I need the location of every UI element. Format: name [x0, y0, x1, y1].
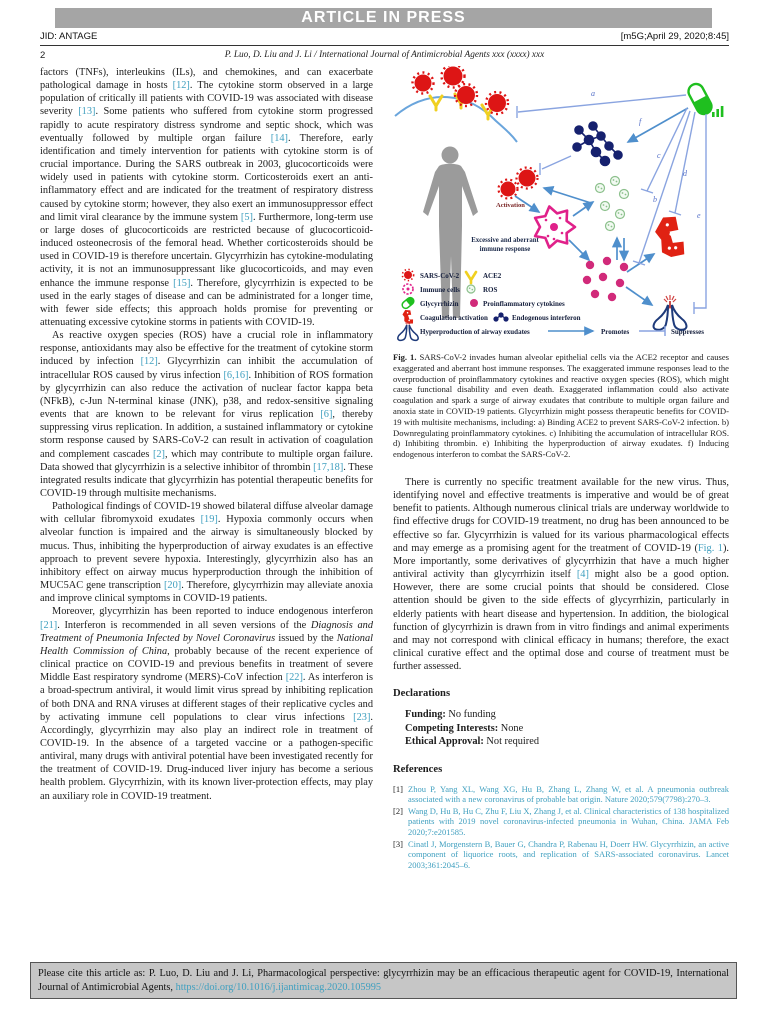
proof-stamp: [m5G;April 29, 2020;8:45] [620, 31, 729, 42]
declaration-item: Funding: No funding [405, 709, 496, 721]
left-column [40, 66, 373, 803]
immune-response-label: immune response [479, 246, 531, 253]
legend-gly: Glycyrrhizin [420, 300, 459, 308]
reference-item: [3] Cinatl J, Morgenstern B, Bauer G, Chandra P, Rabenau H, Doerr HW. Glycyrrhizin, an active component of liquorice roots, and replication of SARS-associated coronavirus. Lancet 2003;361:2045–6. [393, 838, 729, 870]
text-segment: . Interferon is recommended in all seven versions of the [57, 619, 311, 631]
text-segment: Diagnosis and Treatment of Pneumonia Infected by Novel Coronavirus [40, 619, 374, 644]
legend-ifn: Endogenous interferon [512, 314, 581, 322]
text-segment: . Some patients who suffered from cytokine storm progressed rapidly to acute respiratory distress syndrome and septic shock, which was eventually followed by multiple organ failure [40, 106, 373, 144]
declarations-heading: Declarations [393, 688, 451, 700]
text-segment: . Therefore, glycyrrhizin may alleviate anoxia and improve clinical symptoms in COVID-19 patients. [40, 580, 373, 605]
text-segment: There is currently no specific treatment available for the new virus. Thus, identifying novel and effective treatments is imperative and would be of great benefit to patients. Although numerous clinical trials are underway worldwide to find effective drugs for COVID-19 treatment, no drug has been announced to be effective so far. Glycyrrhizin is valued for its various pharmacological effects and may emerge as a promising agent for the treatment of COVID-19 ( [393, 476, 729, 554]
citation-link[interactable]: [6] [320, 409, 333, 421]
figure-1 [393, 66, 729, 344]
immune-cell-icon [535, 207, 575, 248]
text-segment: factors (TNFs), interleukins (ILs), and chemokines, and can exacerbate pathological damage in hosts [40, 67, 373, 92]
sars-cov-2-virus-icon [499, 168, 538, 199]
references-heading: References [393, 763, 443, 775]
citation-link[interactable]: [6,16] [223, 369, 249, 381]
suppress-lines [517, 95, 706, 314]
legend-promotes: Promotes [601, 328, 630, 336]
right-column [393, 66, 729, 871]
text-segment: Fig. 1. [393, 352, 417, 362]
running-head [40, 50, 729, 63]
paragraph [40, 500, 373, 605]
citation-link[interactable]: [5] [240, 211, 253, 223]
reference-link[interactable]: Wang D, Hu B, Hu C, Zhu F, Liu X, Zhang J, et al. Clinical characteristics of 138 hospitalized patients with 2019 novel coronavirus-infected pneumonia in Wuhan, China. JAMA Feb 2020;7:e201585. [408, 805, 729, 837]
reference-item: [1] Zhou P, Yang XL, Wang XG, Hu B, Zhang L, Zhang W, et al. A pneumonia outbreak associated with a new coronavirus of probable bat origin. Nature 2020;579(7798):270–3. [393, 783, 729, 805]
article-in-press-banner: ARTICLE IN PRESS [55, 8, 712, 28]
text-segment: . These integrated results indicate that glycyrrhizin has potential therapeutic benefits for COVID-19 through multisite mechanisms. [40, 461, 373, 499]
running-title: P. Luo, D. Liu and J. Li / International Journal of Antimicrobial Agents xxx (xxxx) xxx [224, 50, 545, 60]
citation-notice [30, 962, 737, 999]
page-number: 2 [40, 50, 46, 61]
label-f: f [639, 117, 642, 126]
citation-link[interactable]: [14] [270, 132, 288, 144]
label-b: b [653, 195, 657, 204]
text-segment: As reactive oxygen species (ROS) have a crucial role in inflammatory response, antioxidants may also be effective for the treatment of cytokine storm induced by infection [40, 330, 373, 368]
text-segment: . The cytokine storm observed in a large population of critically ill patients with COVID-19 was associated with disease severity [40, 80, 373, 118]
text-segment: SARS-CoV-2 invades human alveolar epithelial cells via the ACE2 receptor and causes exaggerated and aberrant host immune responses. The exaggerated immune responses lead to the overproduction of proinflammatory cytokines and reactive oxygen species (ROS), which might cause functional disability and even death. Exaggerated inflammation could also activate coagulation and spark a surge of airway exudates that contribute to multiple organ failure and anoxia state in COVID-19 patients. Glycyrrhizin might possess therapeutic benefits for COVID-19 with multisite mechanisms, including: a) Binding ACE2 to prevent SARS-CoV-2 infection. b) Downregulating proinflammatory cytokines. c) Inhibiting the accumulation of intracellular ROS. d) Inhibiting thrombin. e) Inhibiting the hyperproduction of airway exudates. f) Inducing endogenous interferon to combat the SARS-CoV-2. [393, 352, 729, 460]
activation-label: Activation [496, 202, 525, 209]
paragraph [393, 476, 729, 673]
journal-id: JID: ANTAGE [40, 31, 98, 42]
citation-link[interactable]: [21] [40, 619, 58, 631]
label-e: e [697, 211, 701, 220]
figure-caption [393, 352, 729, 460]
paragraph [40, 329, 373, 500]
label-a: a [591, 89, 595, 98]
legend-ace2: ACE2 [483, 272, 502, 280]
text-segment: . Therefore, glycyrrhizin is expected to be used in the early stages of disease and can be administrated for a longer time, with fewer side effects; this approach holds promise for preventing or attenuating excessive cytokine storms in patients with COVID-19. [40, 277, 373, 328]
legend-suppresses: Suppresses [671, 328, 704, 336]
citation-link[interactable]: [15] [173, 277, 191, 289]
immune-response-label: Excessive and aberrant [471, 237, 539, 244]
interferon-molecule-icon [573, 122, 622, 166]
text-segment: might also be a good option. However, there are some crucial points that should be considered. Close attention should be given to the side effects of glycyrrhizin, particularly in elderly patients with heart disease and hypertension. In addition, the biological function of glycyrrhizin is drawn from in vitro findings and animal experiments and may not correspond with clinical efficacy in humans; therefore, the exact clinical curative effect and the optimal dose and course of treatment must be further assessed. [393, 569, 729, 673]
lungs-icon [654, 295, 687, 330]
citation-link[interactable]: [13] [78, 106, 96, 118]
text-segment: . Therefore, early identification and timely intervention for patients with cytokine storm is of crucial importance. During the SARS outbreak in 2003, glucocorticoids were widely used in patients with cytokine storm. Corticosteroids exert an anti-inflammatory effect and are indicated for the treatment of respiratory distress caused by cytokine storm; however, they also exert an immunosuppressor effect and limit viral clearance by the immune system [40, 132, 373, 223]
text-segment: , which may contribute to multiple organ failure. Data showed that glycyrrhizin is a selective inhibitor of thrombin [40, 448, 373, 473]
citation-link[interactable]: Fig. 1 [697, 542, 723, 554]
references-list [393, 784, 729, 871]
text-segment: . Hypoxia commonly occurs when alveolar function is impaired and the airway is simultaneously blocked by mucus. Thus, inhibiting the hyperproduction of airway exudates is an effective approach to prevent severe hypoxia. Interestingly, glycyrrhizin also has an inhibitory effect on airway mucus hyperproduction through the inhibition of MUC5AC gene transcription [40, 514, 373, 592]
text-segment: Pathological findings of COVID-19 showed bilateral diffuse alveolar damage with cellular fibromyxoid exudates [40, 501, 373, 526]
citation-link[interactable]: [22] [285, 672, 303, 684]
legend-sars: SARS-CoV-2 [420, 272, 460, 280]
text-segment: . Accordingly, glycyrrhizin may also play an indirect role in treatment of COVID-19. In the absence of a targeted vaccine or a pathogen-specific antiviral, many drugs with antiviral potential have been investigated recently for the treatment of COVID-19. Drug-induced liver injury has become a serious health problem. Glycyrrhizin, with its known liver-protection effects, may play an auxiliary role in COVID-19 treatment. [40, 711, 373, 802]
paragraph [40, 66, 373, 329]
text-segment: . Inhibition of ROS formation by glycyrrhizin can also reduce the activation of nuclear factor kappa beta (NFkB), c-Jun N-terminal kinase (JNK), p38, and redox-sensitive signaling events that are known to be relevant for virus replication [40, 369, 374, 421]
citation-link[interactable]: [2] [152, 448, 165, 460]
citation-link[interactable]: [19] [200, 514, 218, 526]
legend-cytokines: Proinflammatory cytokines [483, 300, 565, 308]
glycyrrhizin-capsule-icon [686, 81, 724, 117]
declarations-list [393, 708, 729, 748]
legend-airway: Hyperproduction of airway exudates [420, 328, 530, 336]
legend-immune: Immune cells [420, 286, 460, 294]
declaration-item: Competing Interests: None [405, 722, 524, 734]
label-c: c [657, 151, 661, 160]
reference-link[interactable]: Cinatl J, Morgenstern B, Bauer G, Chandra P, Rabenau H, Doerr HW. Glycyrrhizin, an active component of liquorice roots, and replication of SARS-associated coronavirus. Lancet 2003;361:2045–6. [408, 838, 729, 870]
ros-icon [596, 177, 629, 231]
text-segment: Moreover, glycyrrhizin has been reported to induce endogenous interferon [52, 606, 373, 618]
declaration-item: Ethical Approval: Not required [405, 736, 539, 748]
citation-link[interactable]: [12] [140, 356, 158, 368]
legend-ros: ROS [483, 286, 498, 294]
citation-link[interactable]: [23] [353, 711, 371, 723]
text-segment: . Glycyrrhizin can inhibit the accumulation of intracellular ROS caused by virus infection [40, 356, 373, 381]
cytokine-dots-icon [583, 257, 628, 301]
citation-link[interactable]: https://doi.org/10.1016/j.ijantimicag.2020.105995 [175, 981, 382, 993]
text-segment: . Furthermore, long-term use or large doses of glucocorticoids are restricted because of glucocorticoid-induced osteonecrosis of the femoral head. Whether corticosteroids should be used in COVID-19 is therefore uncertain. Glycyrrhizin has cytokine-modulating activity, it is not an immunosuppressant like glucocorticoids, and may even enhance the immune response [40, 211, 373, 289]
citation-link[interactable]: [4] [576, 569, 589, 581]
citation-link[interactable]: [20] [163, 580, 182, 592]
citation-link[interactable]: [17,18] [313, 461, 344, 473]
paragraph [40, 605, 373, 802]
proof-header [40, 31, 729, 46]
text-segment: , probably because of the recent experience of clinical practice on COVID-19 and previous benefits in treatment of severe Middle East respiratory syndrome (MERS)-CoV infection [40, 645, 373, 684]
coagulation-clot-icon [650, 213, 693, 260]
text-segment: Please cite this article as: P. Luo, D. Liu and J. Li, Pharmacological perspective: glycyrrhizin may be an efficacious therapeutic agent for COVID-19, International Journal of Antimicrobial Agents, [38, 968, 729, 993]
text-segment: National Health Commission of China [40, 632, 374, 657]
text-segment: . As interferon is a broad-spectrum antiviral, it would limit virus spread by inhibiting replication of both DNA and RNA viruses at different stages of their replicative cycles and by activating immune cell populations to clear virus infections [40, 672, 373, 723]
text-segment: issued by the [275, 632, 337, 644]
text-segment: ). More importantly, some derivatives of glycyrrhizin that have a much higher antiviral activity than glycyrrhizin itself [393, 542, 729, 581]
text-segment: , thereby suppressing virus replication. In addition, a sustained inflammatory or cytokine storm response caused by SARS-CoV-2 can result in activation of coagulation and complement cascades [40, 409, 373, 460]
reference-item: [2] Wang D, Hu B, Hu C, Zhu F, Liu X, Zhang J, et al. Clinical characteristics of 138 hospitalized patients with 2019 novel coronavirus-infected pneumonia in Wuhan, China. JAMA Feb 2020;7:e201585. [393, 805, 729, 837]
legend-coag: Coagulation activation [420, 314, 488, 322]
citation-link[interactable]: [12] [172, 80, 190, 92]
label-d: d [683, 169, 687, 178]
reference-link[interactable]: Zhou P, Yang XL, Wang XG, Hu B, Zhang L, Zhang W, et al. A pneumonia outbreak associated with a new coronavirus of probable bat origin. Nature 2020;579(7798):270–3. [408, 783, 729, 805]
